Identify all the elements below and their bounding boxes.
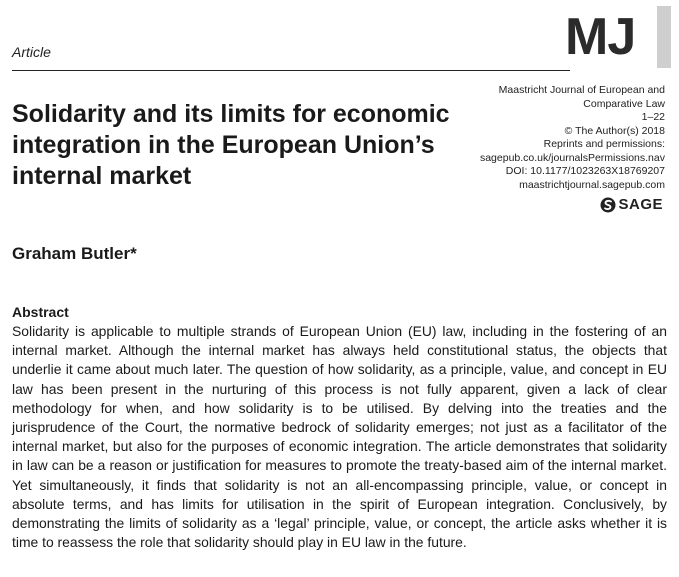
journal-name-line1: Maastricht Journal of European and xyxy=(498,84,665,96)
journal-logo xyxy=(565,6,675,68)
journal-metadata xyxy=(415,84,665,192)
author-name: Graham Butler* xyxy=(12,244,137,263)
reprints-label: Reprints and permissions: xyxy=(543,138,665,150)
journal-website-link[interactable]: maastrichtjournal.sagepub.com xyxy=(519,178,665,191)
journal-name-line2: Comparative Law xyxy=(583,97,665,110)
journal-logo-text: MJ xyxy=(565,8,636,66)
page-range: 1–22 xyxy=(641,111,665,123)
header-rule xyxy=(12,70,570,71)
publisher-logo xyxy=(600,196,663,213)
publisher-name: SAGE xyxy=(618,196,663,213)
article-title: Solidarity and its limits for economic integration in the European Union’s internal market xyxy=(12,100,450,190)
journal-logo-bar xyxy=(657,6,671,68)
copyright-notice: © The Author(s) 2018 xyxy=(564,124,665,137)
abstract-heading: Abstract xyxy=(12,304,69,320)
sage-emblem-icon xyxy=(600,197,616,213)
reprints-link[interactable]: sagepub.co.uk/journalsPermissions.nav xyxy=(479,151,665,164)
doi[interactable]: DOI: 10.1177/1023263X18769207 xyxy=(505,165,665,177)
article-type-label: Article xyxy=(12,44,51,60)
abstract-text: Solidarity is applicable to multiple strands of European Union (EU) law, including in the fostering of an internal market. Although the internal market has always held constitutional status, the objects that underlie it came about much later. The question of how solidarity, as a principle, value, and concept in EU law has been present in the nurturing of this process is not fully apparent, given a lack of clear methodology for when, and how solidarity is to be utilised. By delving into the treaties and the jurisprudence of the Court, the normative bedrock of solidarity emerges; not just as a facilitator of the internal market, but also for the purposes of economic integration. The article demonstrates that solidarity in law can be a reason or justification for measures to promote the treaty-based aim of the internal market. Yet simultaneously, it finds that solidarity is not an all-encompassing principle, value, or concept in absolute terms, and has limits for utilisation in the spirit of European integration. Conclusively, by demonstrating the limits of solidarity as a ‘legal’ principle, value, or concept, the article asks whether it is time to reassess the role that solidarity should play in EU law in the future. xyxy=(12,323,667,551)
